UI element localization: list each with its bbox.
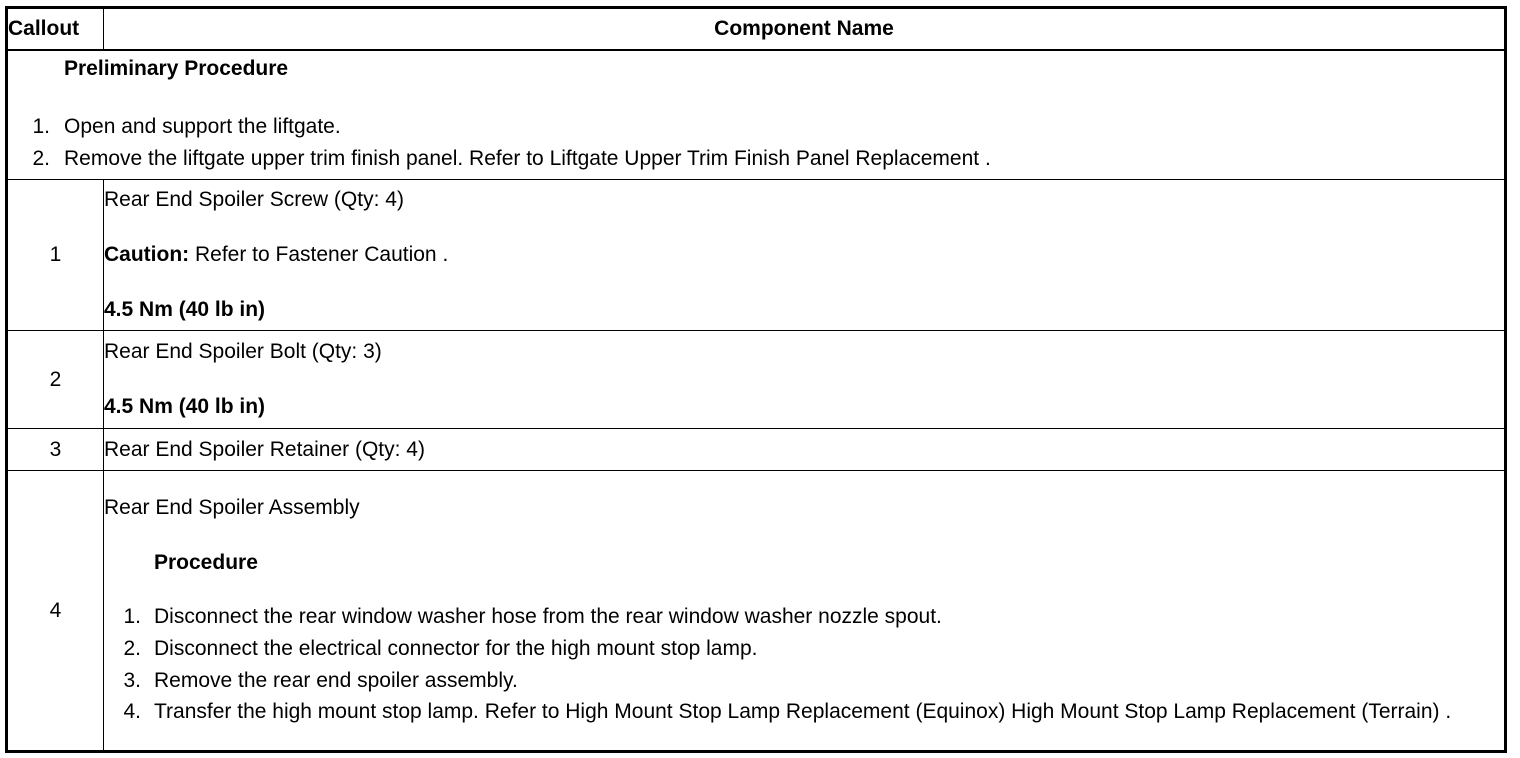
procedure-step	[104, 601, 1504, 633]
header-row	[7, 8, 1506, 51]
callout-number: 3	[7, 429, 104, 471]
component-name: Rear End Spoiler Bolt (Qty: 3)	[104, 340, 382, 363]
step-text: Disconnect the rear window washer hose from the rear window washer nozzle spout.	[154, 604, 942, 628]
component-name-column-header: Component Name	[104, 8, 1506, 51]
caution-note	[104, 242, 1504, 268]
preliminary-procedure-cell	[7, 50, 1506, 180]
caution-label: Caution:	[104, 243, 190, 266]
step-text: Transfer the high mount stop lamp. Refer to High Mount Stop Lamp Replacement (Equinox) High Mount Stop Lamp Replacement (Terrain) .	[154, 699, 1452, 723]
procedure-step	[104, 665, 1504, 697]
step-number: 2.	[32, 147, 50, 170]
table-row	[7, 331, 1506, 429]
preliminary-steps	[8, 111, 1504, 175]
step-number: 1.	[32, 115, 50, 138]
preliminary-procedure-title: Preliminary Procedure	[64, 57, 289, 80]
preliminary-step	[8, 143, 1504, 175]
procedure-steps	[104, 601, 1504, 727]
step-number: 1.	[123, 604, 141, 628]
step-text: Remove the liftgate upper trim finish panel. Refer to Liftgate Upper Trim Finish Panel Replacement .	[64, 147, 991, 170]
torque-spec: 4.5 Nm (40 lb in)	[104, 395, 266, 418]
step-number: 3.	[123, 668, 141, 692]
table-row	[7, 471, 1506, 752]
callout-column-header: Callout	[7, 8, 104, 51]
callout-number: 4	[7, 471, 104, 752]
component-name: Rear End Spoiler Screw (Qty: 4)	[104, 188, 404, 211]
procedure-title: Procedure	[154, 550, 258, 574]
step-number: 4.	[123, 699, 141, 723]
components-table	[5, 6, 1507, 753]
table-row	[7, 429, 1506, 471]
preliminary-row	[7, 50, 1506, 180]
procedure-step	[104, 697, 1504, 727]
step-text: Remove the rear end spoiler assembly.	[154, 668, 518, 692]
step-number: 2.	[123, 636, 141, 660]
component-cell	[104, 429, 1506, 471]
callout-number: 1	[7, 180, 104, 331]
step-text: Disconnect the electrical connector for the high mount stop lamp.	[154, 636, 758, 660]
procedure-step	[104, 633, 1504, 665]
component-cell	[104, 180, 1506, 331]
torque-spec: 4.5 Nm (40 lb in)	[104, 298, 266, 321]
component-name: Rear End Spoiler Retainer (Qty: 4)	[104, 437, 425, 461]
component-name: Rear End Spoiler Assembly	[104, 495, 360, 519]
table-row	[7, 180, 1506, 331]
preliminary-step	[8, 111, 1504, 143]
component-cell	[104, 331, 1506, 429]
step-text: Open and support the liftgate.	[64, 115, 341, 138]
component-cell	[104, 471, 1506, 752]
caution-text: Refer to Fastener Caution .	[189, 243, 449, 266]
callout-number: 2	[7, 331, 104, 429]
